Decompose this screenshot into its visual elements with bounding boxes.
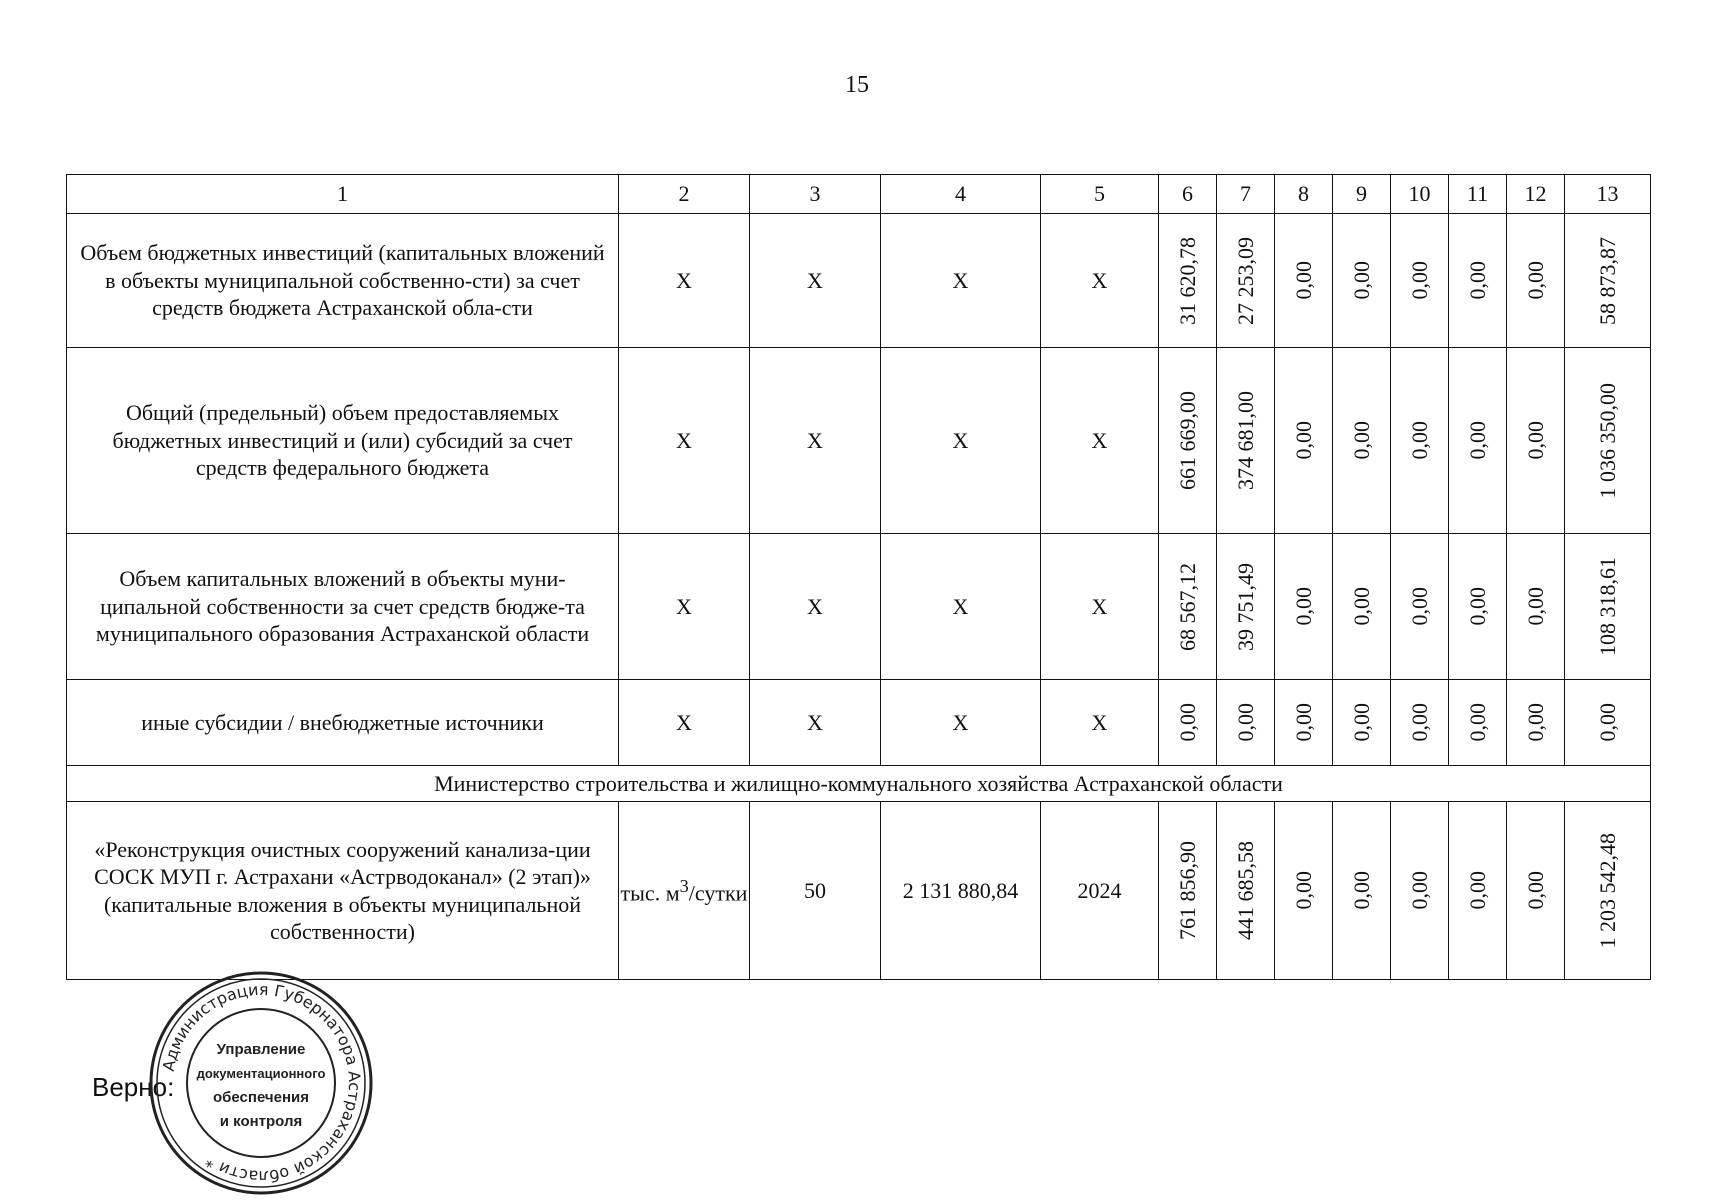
- value-cell: [1217, 348, 1275, 534]
- value-cell: [1391, 680, 1449, 766]
- value-text: 441 685,58: [1232, 841, 1258, 940]
- unit-prefix: тыс. м: [620, 879, 680, 905]
- cell-x: Х: [619, 214, 750, 348]
- section-row: [67, 766, 1651, 802]
- col-header: 13: [1565, 175, 1651, 214]
- value-text: 0,00: [1464, 587, 1490, 626]
- row-label: Объем бюджетных инвестиций (капитальных вложений в объекты муниципальной собственно-сти) за счет средств бюджета Астраханской обла-сти: [67, 214, 619, 348]
- value-cell: [1275, 802, 1333, 980]
- value-text: 0,00: [1348, 703, 1374, 742]
- value-text: 1 036 350,00: [1594, 382, 1620, 499]
- value-cell: [1275, 534, 1333, 680]
- cell-x: Х: [1041, 348, 1159, 534]
- cell-x: Х: [750, 680, 881, 766]
- col-header: 1: [67, 175, 619, 214]
- value-cell: [1275, 348, 1333, 534]
- stamp-inner-ring: [187, 1009, 335, 1157]
- value-cell: [1159, 802, 1217, 980]
- cell-x: Х: [1041, 680, 1159, 766]
- unit-suffix: /сутки: [688, 879, 748, 905]
- value-cell: [1217, 802, 1275, 980]
- header-row: [67, 175, 1651, 214]
- value-text: 0,00: [1522, 703, 1548, 742]
- value-text: 0,00: [1464, 421, 1490, 460]
- value-cell: [1391, 802, 1449, 980]
- value-cell: [1159, 534, 1217, 680]
- value-cell: [1217, 534, 1275, 680]
- cell-x: Х: [1041, 534, 1159, 680]
- cell-x: Х: [881, 214, 1041, 348]
- col-header: 2: [619, 175, 750, 214]
- value-text: 0,00: [1348, 587, 1374, 626]
- value-text: 761 856,90: [1174, 841, 1200, 940]
- value-text: 27 253,09: [1232, 236, 1258, 325]
- value-cell: [1449, 348, 1507, 534]
- value-cell: [1159, 680, 1217, 766]
- value-text: 0,00: [1290, 421, 1316, 460]
- value-text: 0,00: [1522, 261, 1548, 300]
- stamp-outer-ring: [151, 973, 371, 1193]
- col-header: 9: [1333, 175, 1391, 214]
- project-row: [67, 802, 1651, 980]
- col-header: 8: [1275, 175, 1333, 214]
- cell-x: Х: [750, 534, 881, 680]
- value-text: 0,00: [1522, 587, 1548, 626]
- value-cell: [1507, 534, 1565, 680]
- value-text: 0,00: [1464, 871, 1490, 910]
- page-number: 15: [845, 72, 869, 98]
- project-name: «Реконструкция очистных сооружений канализа-ции СОСК МУП г. Астрахани «Астрводоканал» (2 этап)»: [94, 836, 591, 889]
- value-text: 0,00: [1522, 871, 1548, 910]
- value-cell: [1275, 214, 1333, 348]
- table-row: [67, 680, 1651, 766]
- value-text: 661 669,00: [1174, 391, 1200, 490]
- value-cell: [1333, 802, 1391, 980]
- table-row: [67, 348, 1651, 534]
- col-header: 10: [1391, 175, 1449, 214]
- cost-cell: 2 131 880,84: [881, 802, 1041, 980]
- value-text: 0,00: [1348, 261, 1374, 300]
- project-note: (капитальные вложения в объекты муниципальной собственности): [103, 891, 582, 944]
- value-text: 0,00: [1406, 587, 1432, 626]
- value-text: 0,00: [1522, 421, 1548, 460]
- official-stamp: [148, 970, 374, 1196]
- value-text: 0,00: [1464, 703, 1490, 742]
- value-cell: [1217, 214, 1275, 348]
- value-cell: [1275, 680, 1333, 766]
- value-cell: [1449, 534, 1507, 680]
- value-cell: [1507, 680, 1565, 766]
- col-header: 5: [1041, 175, 1159, 214]
- value-cell: [1449, 214, 1507, 348]
- value-text: 1 203 542,48: [1594, 832, 1620, 949]
- stamp-line: обеспечения: [212, 1089, 310, 1106]
- value-text: 0,00: [1348, 871, 1374, 910]
- value-cell: [1565, 680, 1651, 766]
- project-label: [67, 802, 619, 980]
- value-cell: [1391, 214, 1449, 348]
- stamp-line: Управление: [216, 1041, 306, 1058]
- value-cell: [1565, 214, 1651, 348]
- value-cell: [1391, 348, 1449, 534]
- table-row: [67, 214, 1651, 348]
- value-text: 58 873,87: [1594, 236, 1620, 325]
- cell-x: Х: [619, 348, 750, 534]
- value-text: 31 620,78: [1174, 236, 1200, 325]
- budget-table: [66, 174, 1651, 980]
- value-cell: [1449, 680, 1507, 766]
- value-cell: [1565, 348, 1651, 534]
- value-text: 68 567,12: [1174, 562, 1200, 651]
- table-row: [67, 534, 1651, 680]
- row-label: иные субсидии / внебюджетные источники: [67, 680, 619, 766]
- value-text: 0,00: [1290, 587, 1316, 626]
- value-text: 0,00: [1406, 421, 1432, 460]
- stamp-outer-text: Администрация Губернатора Астраханской области *: [158, 979, 365, 1187]
- col-header: 6: [1159, 175, 1217, 214]
- value-cell: [1507, 214, 1565, 348]
- stamp-line: документационного: [196, 1066, 326, 1081]
- value-text: 0,00: [1290, 261, 1316, 300]
- col-header: 11: [1449, 175, 1507, 214]
- cell-x: Х: [619, 534, 750, 680]
- value-text: 108 318,61: [1594, 557, 1620, 656]
- value-text: 0,00: [1594, 703, 1620, 742]
- unit-sup: 3: [679, 875, 689, 896]
- value-cell: [1565, 534, 1651, 680]
- section-title: Министерство строительства и жилищно-коммунального хозяйства Астраханской области: [67, 766, 1651, 802]
- year-cell: 2024: [1041, 802, 1159, 980]
- stamp-line: и контроля: [219, 1113, 303, 1130]
- value-cell: [1217, 680, 1275, 766]
- col-header: 12: [1507, 175, 1565, 214]
- value-cell: [1507, 348, 1565, 534]
- cell-x: Х: [881, 534, 1041, 680]
- cell-x: Х: [619, 680, 750, 766]
- unit-cell: [619, 802, 750, 980]
- col-header: 7: [1217, 175, 1275, 214]
- value-text: 0,00: [1464, 261, 1490, 300]
- value-text: 0,00: [1406, 703, 1432, 742]
- value-text: 39 751,49: [1232, 562, 1258, 651]
- value-text: 0,00: [1232, 703, 1258, 742]
- value-cell: [1159, 348, 1217, 534]
- value-cell: [1449, 802, 1507, 980]
- value-text: 0,00: [1174, 703, 1200, 742]
- value-text: 0,00: [1406, 871, 1432, 910]
- row-label: Общий (предельный) объем предоставляемых бюджетных инвестиций и (или) субсидий за счет средств федерального бюджета: [67, 348, 619, 534]
- value-cell: [1507, 802, 1565, 980]
- cell-x: Х: [750, 348, 881, 534]
- value-text: 0,00: [1348, 421, 1374, 460]
- value-text: 0,00: [1406, 261, 1432, 300]
- cell-x: Х: [1041, 214, 1159, 348]
- row-label: Объем капитальных вложений в объекты муни-ципальной собственности за счет средств бюдже-та муниципального образования Астраханской области: [67, 534, 619, 680]
- cell-x: Х: [881, 348, 1041, 534]
- col-header: 3: [750, 175, 881, 214]
- value-cell: [1333, 348, 1391, 534]
- value-text: 374 681,00: [1232, 391, 1258, 490]
- value-cell: [1333, 680, 1391, 766]
- value-cell: [1565, 802, 1651, 980]
- value-cell: [1159, 214, 1217, 348]
- capacity-cell: 50: [750, 802, 881, 980]
- col-header: 4: [881, 175, 1041, 214]
- cell-x: Х: [881, 680, 1041, 766]
- value-cell: [1333, 214, 1391, 348]
- value-cell: [1333, 534, 1391, 680]
- value-cell: [1391, 534, 1449, 680]
- value-text: 0,00: [1290, 703, 1316, 742]
- verno-label: Верно:: [92, 1072, 175, 1102]
- cell-x: Х: [750, 214, 881, 348]
- value-text: 0,00: [1290, 871, 1316, 910]
